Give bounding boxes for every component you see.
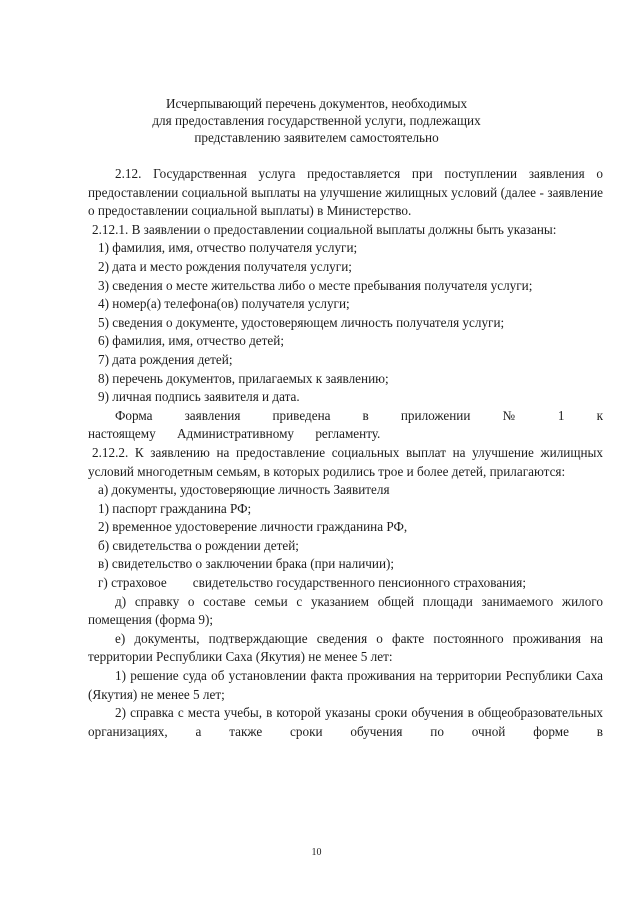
list-item: 6) фамилия, имя, отчество детей; (98, 333, 284, 349)
section-heading (0, 95, 633, 146)
item-family-certificate: д) справку о составе семьи с указанием общей площади занимаемого жилого помещения (форма 9); (88, 593, 603, 628)
list-item: б) свидетельства о рождении детей; (98, 537, 299, 553)
heading-line-2: для предоставления государственной услуги, подлежащих (152, 113, 481, 128)
document-body (88, 165, 603, 741)
item-court-decision: 1) решение суда об установлении факта проживания на территории Республики Саха (Якутия) не менее 5 лет; (88, 668, 603, 702)
list-item: 2) временное удостоверение личности гражданина РФ, (98, 519, 408, 535)
list-item: 3) сведения о месте жительства либо о месте пребывания получателя услуги; (98, 277, 533, 293)
item-study-certificate: 2) справка с места учебы, в которой указаны сроки обучения в общеобразовательных организациях, а также сроки обучения по очной форме в (88, 705, 603, 739)
insurance-text: свидетельство государственного пенсионного страхования; (192, 575, 527, 591)
list-item: в) свидетельство о заключении брака (при наличии); (98, 556, 395, 572)
page-number: 10 (311, 847, 322, 858)
form-note: Форма заявления приведена в приложении № 1 к настоящему Административному регламенту. (88, 407, 603, 442)
list-item-insurance (88, 574, 603, 593)
insurance-label: г) страховое (98, 575, 167, 591)
list-item: 7) дата рождения детей; (98, 351, 233, 367)
item-residence-documents: е) документы, подтверждающие сведения о факте постоянного проживания на территории Республики Саха (Якутия) не менее 5 лет: (88, 630, 603, 665)
list-item: 9) личная подпись заявителя и дата. (98, 389, 300, 405)
heading-line-1: Исчерпывающий перечень документов, необходимых (165, 96, 468, 111)
heading-line-3: представлению заявителем самостоятельно (194, 130, 439, 145)
application-fields-list (88, 239, 603, 406)
list-item: 4) номер(а) телефона(ов) получателя услуги; (98, 296, 350, 312)
list-item: 1) фамилия, имя, отчество получателя услуги; (98, 240, 358, 256)
list-item: а) документы, удостоверяющие личность Заявителя (98, 482, 390, 498)
list-item: 2) дата и место рождения получателя услуги; (98, 258, 352, 274)
paragraph-2-12-1: 2.12.1. В заявлении о предоставлении социальной выплаты должны быть указаны: (92, 221, 557, 237)
list-item: 5) сведения о документе, удостоверяющем личность получателя услуги; (98, 314, 505, 330)
paragraph-2-12-2: 2.12.2. К заявлению на предоставление социальных выплат на улучшение жилищных условий многодетным семьям, в которых родились трое и более детей, прилагаются: (88, 444, 603, 479)
attached-documents-list (88, 481, 603, 593)
list-item: 8) перечень документов, прилагаемых к заявлению; (98, 370, 389, 386)
list-item: 1) паспорт гражданина РФ; (98, 500, 252, 516)
paragraph-2-12: 2.12. Государственная услуга предоставляется при поступлении заявления о предоставлении социальной выплаты на улучшение жилищных условий (далее - заявление о предоставлении социальной выплаты) в Министерство. (88, 166, 603, 219)
